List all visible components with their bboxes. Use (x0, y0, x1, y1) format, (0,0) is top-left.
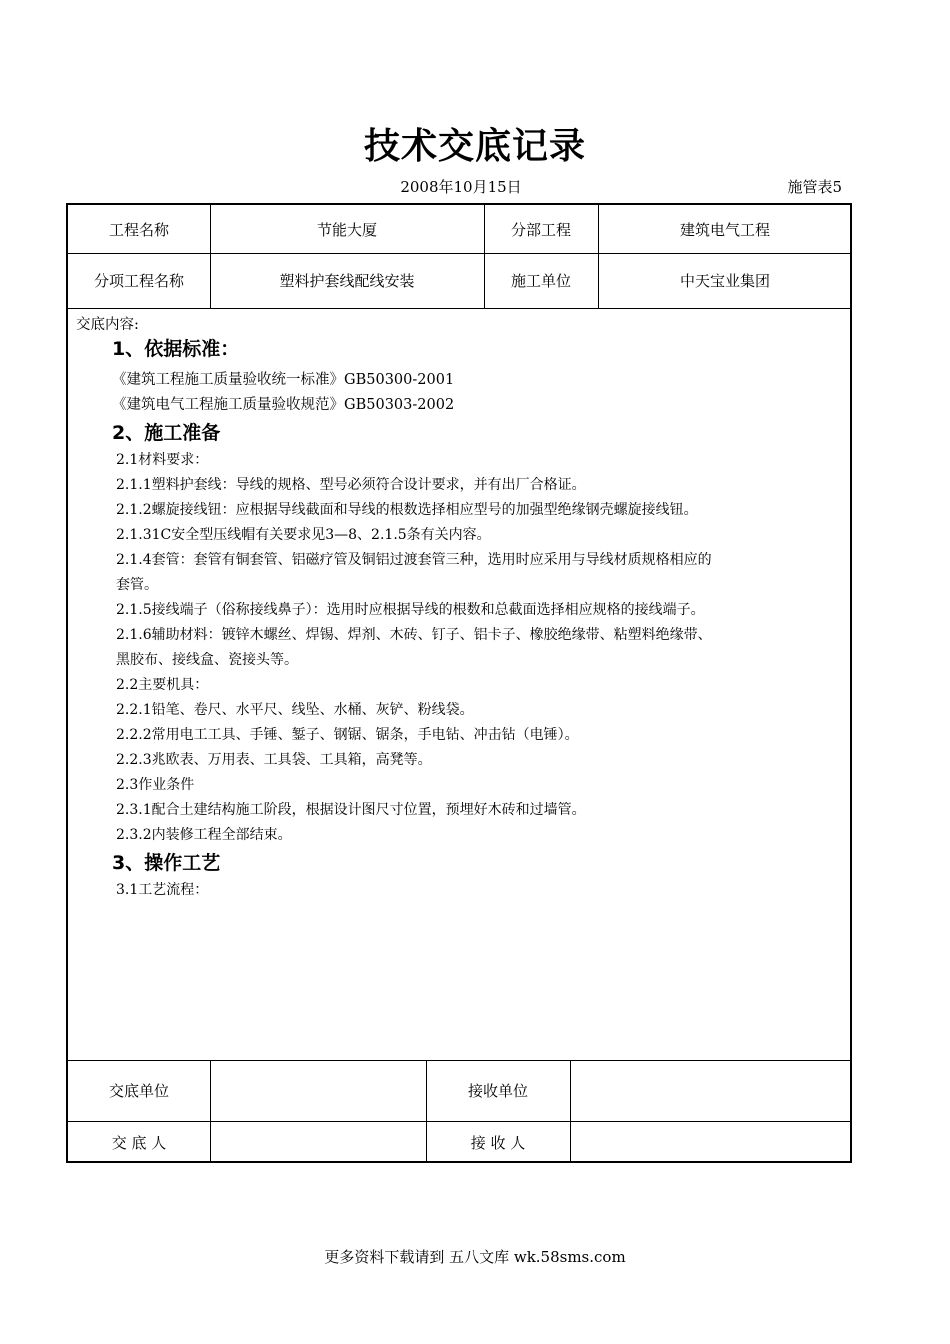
receiver-person-label: 接 收 人 (470, 1133, 526, 1152)
content-line: 2.1.5接线端子（俗称接线鼻子）：选用时应根据导线的根数和总截面选择相应规格的接线端子。 (116, 602, 705, 618)
sender-person-label: 交 底 人 (111, 1133, 167, 1152)
content-line: 2.2.3兆欧表、万用表、工具袋、工具箱，高凳等。 (116, 752, 432, 768)
content-line: 2.3作业条件 (116, 777, 195, 793)
content-line: 黑胶布、接线盒、瓷接头等。 (116, 652, 298, 668)
project-name-label: 工程名称 (108, 220, 169, 239)
receiver-person-value (570, 1121, 852, 1163)
sub-project-label: 分部工程 (510, 220, 571, 239)
content-line: 2.3.1配合土建结构施工阶段，根据设计图尺寸位置，预埋好木砖和过墙管。 (116, 802, 586, 818)
content-line: 2.1材料要求： (116, 452, 209, 468)
standard-2: 《建筑电气工程施工质量验收规范》GB50303-2002 (112, 397, 455, 413)
document-title: 技术交底记录 (363, 126, 586, 167)
form-number: 施管表5 (787, 178, 842, 196)
document-date: 2008年10月15日 (400, 178, 522, 196)
standard-1: 《建筑工程施工质量验收统一标准》GB50300-2001 (112, 372, 455, 388)
section-heading-1: 1、依据标准： (112, 338, 240, 360)
sender-person-value (210, 1121, 426, 1163)
sender-unit-value (210, 1060, 426, 1121)
sender-unit-label: 交底单位 (108, 1082, 169, 1100)
receiver-unit-value (570, 1060, 852, 1121)
contractor-value: 中天宝业集团 (679, 272, 770, 290)
content-line: 2.2.2常用电工工具、手锤、錾子、钢锯、锯条，手电钻、冲击钻（电锤）。 (116, 727, 579, 743)
content-line: 套管。 (116, 577, 158, 593)
content-line: 3.1工艺流程： (116, 882, 209, 898)
contractor-label: 施工单位 (510, 272, 571, 290)
content-line: 2.2主要机具： (116, 677, 209, 693)
content-line: 2.3.2内装修工程全部结束。 (116, 827, 292, 843)
project-name-value: 节能大厦 (316, 220, 377, 239)
section-heading-3: 3、操作工艺 (112, 852, 221, 874)
content-line: 2.1.4套管：套管有铜套管、铝磁疗管及铜铝过渡套管三种，选用时应采用与导线材质规格相应的 (116, 552, 712, 568)
footer-note: 更多资料下载请到 五八文库 wk.58sms.com (324, 1248, 626, 1266)
content-label: 交底内容: (76, 317, 139, 333)
content-line: 2.2.1铅笔、卷尺、水平尺、线坠、水桶、灰铲、粉线袋。 (116, 702, 474, 718)
receiver-unit-label: 接收单位 (467, 1082, 528, 1100)
item-name-label: 分项工程名称 (93, 272, 184, 290)
item-name-value: 塑料护套线配线安装 (279, 272, 415, 290)
briefing-content (76, 313, 846, 903)
content-line: 2.1.1塑料护套线：导线的规格、型号必须符合设计要求，并有出厂合格证。 (116, 477, 586, 493)
sub-project-value: 建筑电气工程 (679, 220, 770, 239)
section-heading-2: 2、施工准备 (112, 422, 221, 444)
content-line: 2.1.31C安全型压线帽有关要求见3—8、2.1.5条有关内容。 (116, 527, 491, 543)
content-line: 2.1.6辅助材料：镀锌木螺丝、焊锡、焊剂、木砖、钉子、铝卡子、橡胶绝缘带、粘塑料绝缘带、 (116, 627, 712, 643)
row-divider (68, 308, 850, 309)
record-table (66, 203, 852, 1163)
content-line: 2.1.2螺旋接线钮：应根据导线截面和导线的根数选择相应型号的加强型绝缘钢壳螺旋接线钮。 (116, 502, 698, 518)
